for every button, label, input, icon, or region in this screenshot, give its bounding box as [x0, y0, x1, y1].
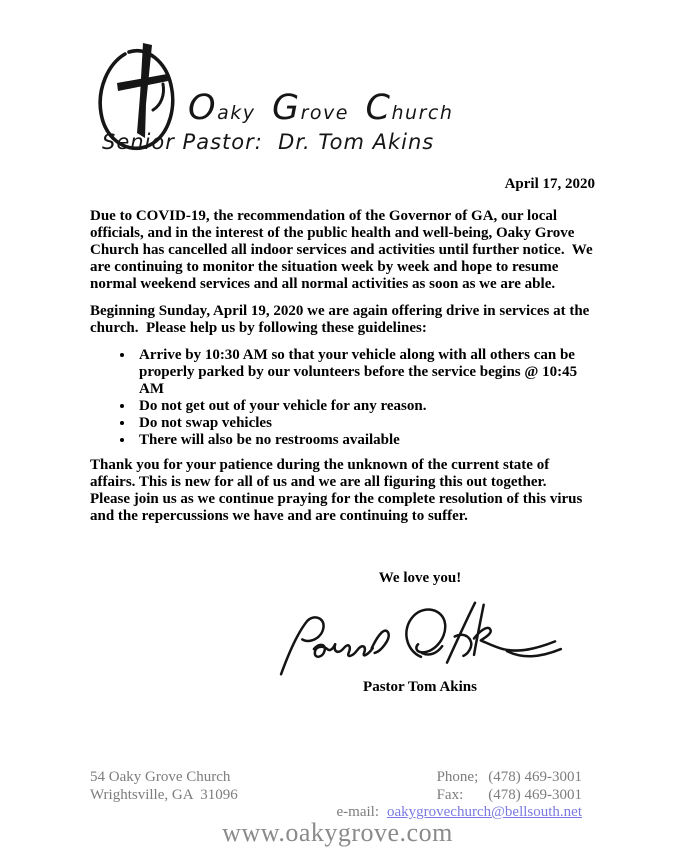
guideline-item: • Do not get out of your vehicle for any reason. — [135, 398, 595, 415]
senior-pastor-line: Senior Pastor: Dr. Tom Akins — [102, 130, 435, 154]
paragraph-cancellation: Due to COVID-19, the recommendation of the Governor of GA, our local officials, and in the interest of the public health and well-being, Oaky Grove Church has cancelled all indoor services and activities until further notice. We are continuing to monitor the situation week by week and hope to resume normal weekend services and all normal activities as soon as we are able. — [90, 208, 597, 292]
letter-body — [90, 176, 595, 706]
guideline-item: • There will also be no restrooms available — [135, 432, 595, 449]
fax-number: (478) 469-3001 — [488, 786, 582, 803]
paragraph-drive-in: Beginning Sunday, April 19, 2020 we are again offering drive in services at the church. Please help us by following these guidelines: — [90, 303, 594, 336]
phone-label: Phone; — [436, 769, 479, 785]
church-name-word: Grove — [272, 88, 349, 128]
church-name-word: Church — [365, 88, 454, 128]
website-url: www.oakygrove.com — [222, 818, 453, 847]
letter-date: April 17, 2020 — [504, 176, 595, 192]
address-line-2: Wrightsville, GA 31096 — [90, 786, 238, 803]
paragraph-thanks: Thank you for your patience during the unknown of the current state of affairs. This is new for all of us and we are all figuring this out together. Please join us as we continue praying for the complete resolution of this virus and the repercussions we have and are continuing to suffer. — [90, 457, 587, 524]
phone-number: (478) 469-3001 — [488, 769, 582, 785]
church-address — [90, 769, 238, 804]
church-name-word: Oaky — [188, 88, 256, 128]
guidelines-list — [90, 347, 595, 449]
address-line-1: 54 Oaky Grove Church — [90, 769, 231, 785]
church-name-title — [188, 88, 462, 128]
guideline-item: • Arrive by 10:30 AM so that your vehicle along with all others can be properly parked by our volunteers before the service begins @ 10:45 AM — [135, 347, 595, 398]
letter-footer — [90, 769, 582, 822]
salutation: We love you! — [378, 570, 462, 586]
email-label: e-mail: — [336, 804, 379, 820]
email-link[interactable]: oakygrovechurch@bellsouth.net — [386, 804, 582, 820]
signature-block — [255, 570, 585, 696]
handwritten-signature — [270, 597, 570, 679]
contact-info — [437, 769, 582, 804]
fax-label: Fax: — [436, 786, 464, 803]
signed-name: Pastor Tom Akins — [363, 679, 477, 695]
guideline-item: • Do not swap vehicles — [135, 415, 595, 432]
